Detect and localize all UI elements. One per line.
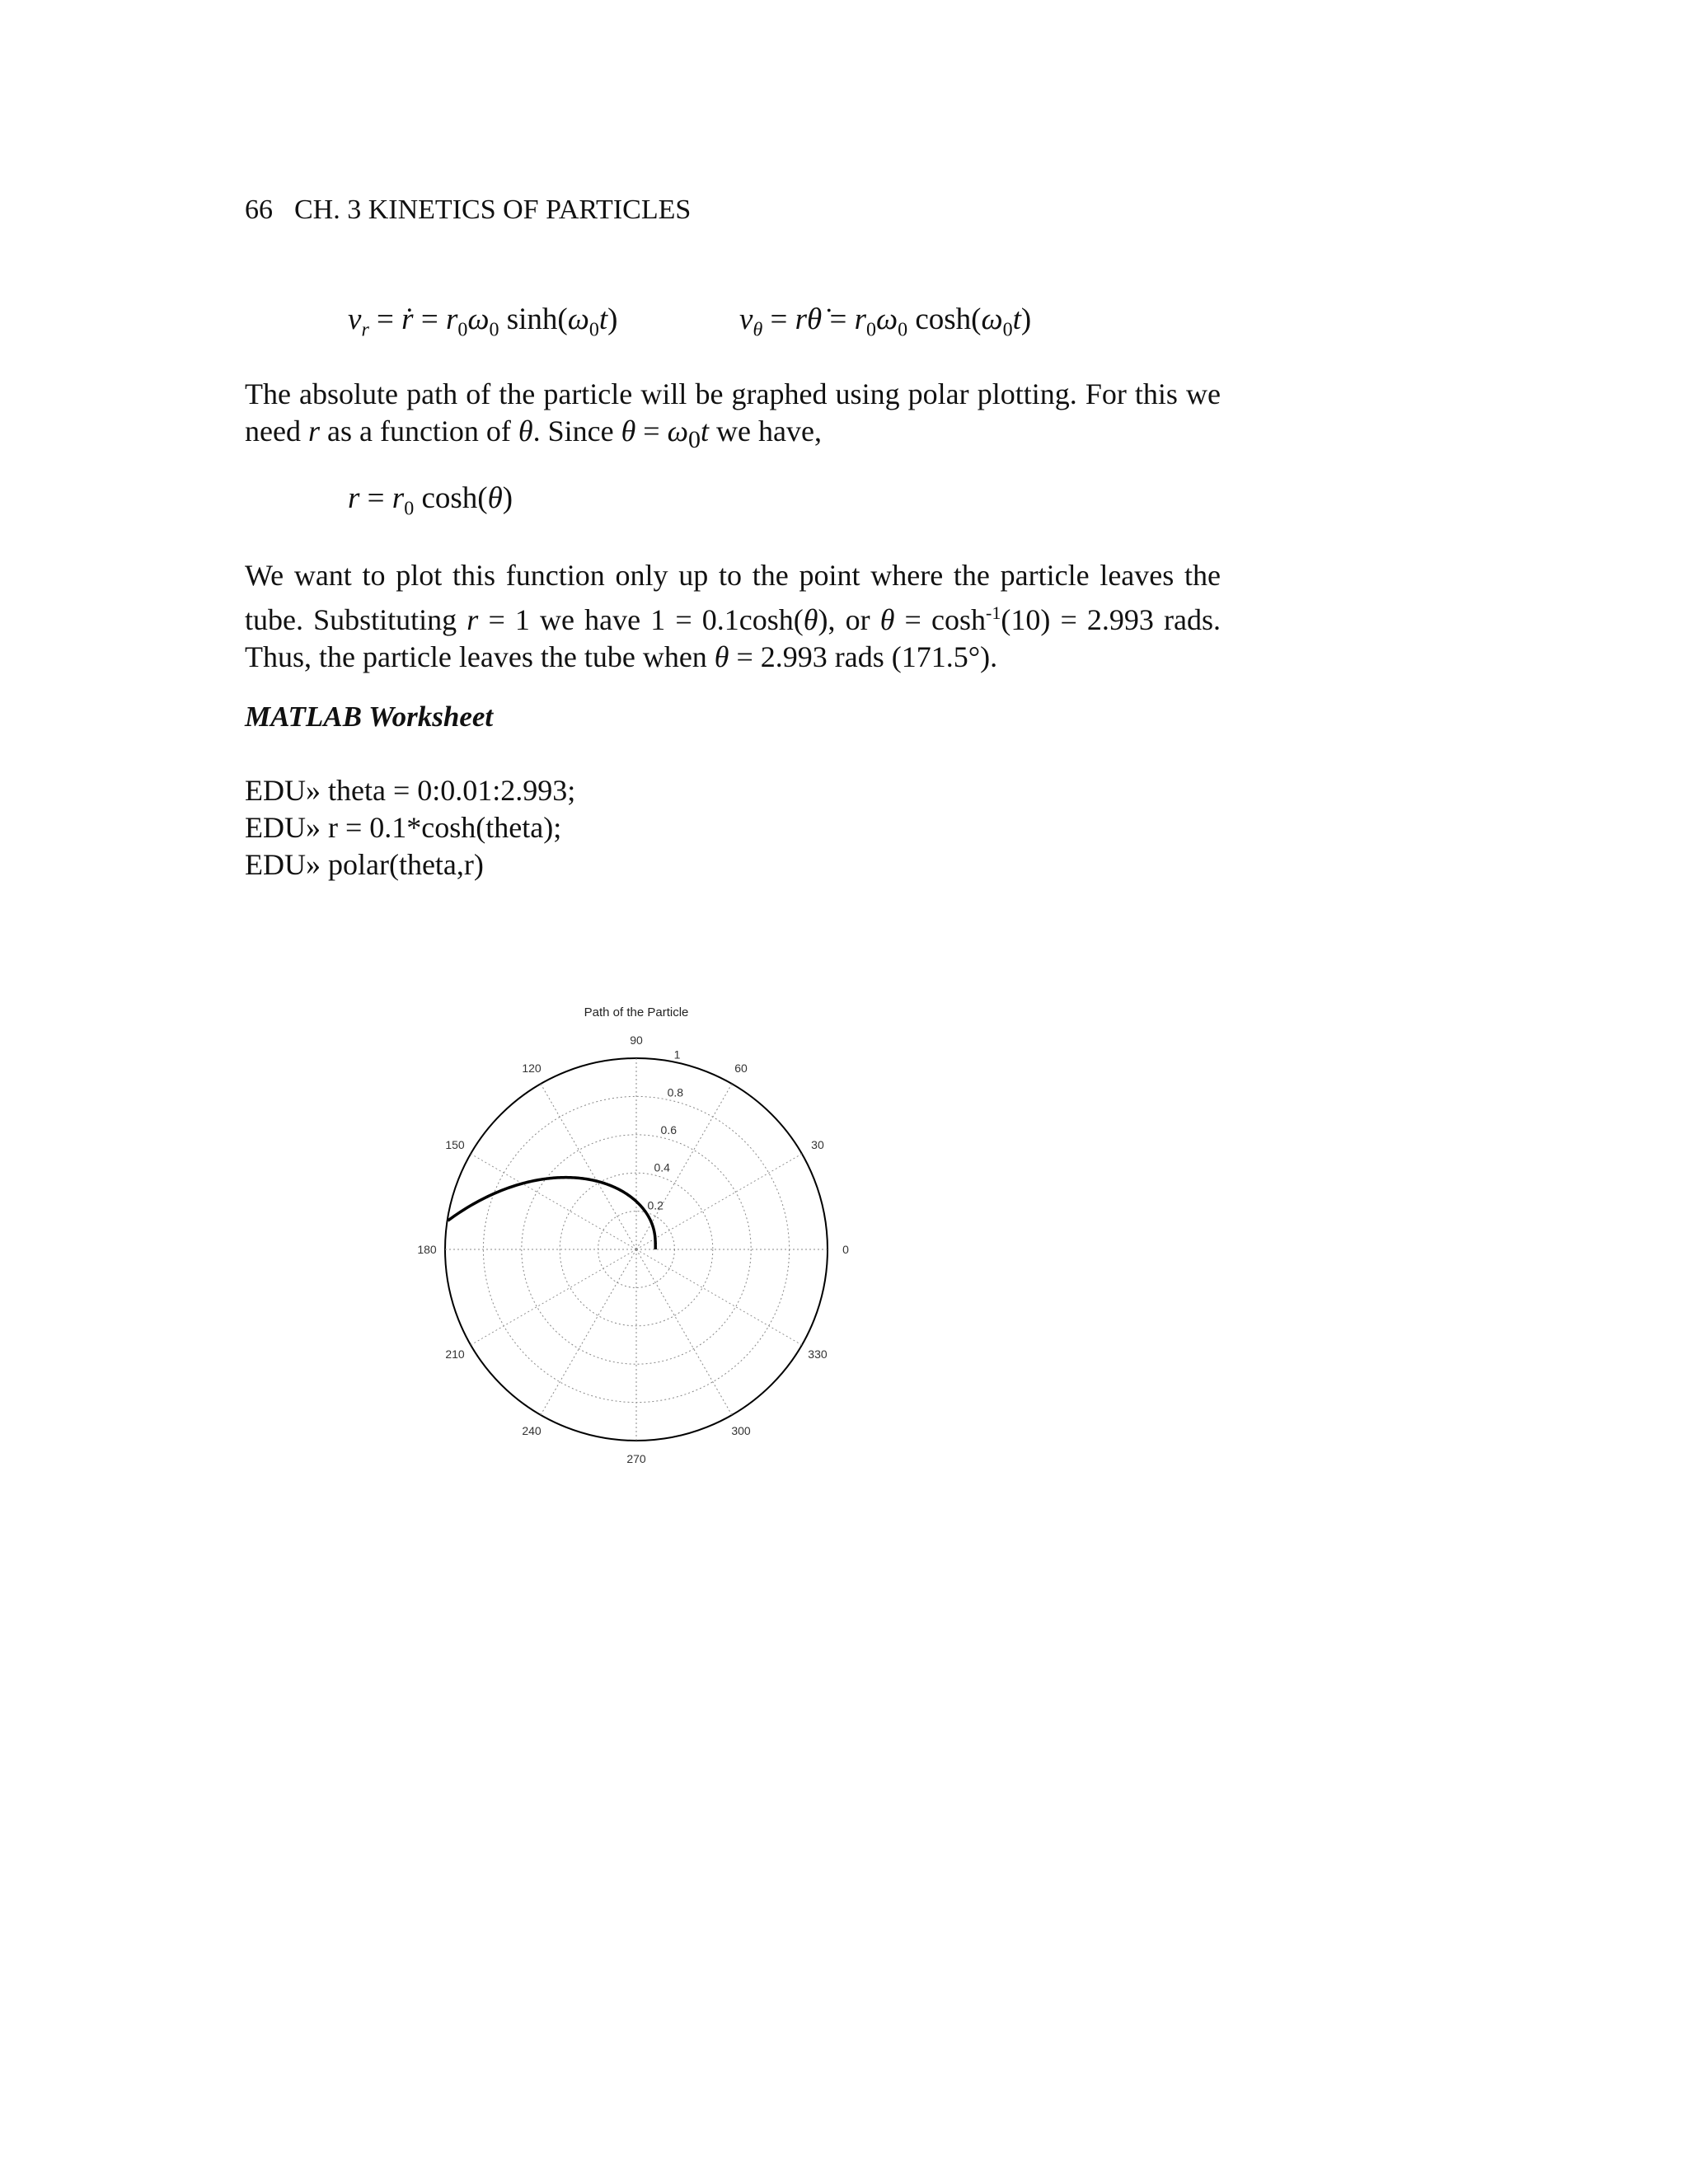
code-line: EDU» polar(theta,r) [245, 848, 484, 881]
particle-path-line [448, 1178, 655, 1249]
equation-v-r: $v_r$ = ṙ = $r_0\omega_0$ $\sinh(\omega_0t)$ [348, 302, 618, 341]
angle-label: 0 [842, 1243, 849, 1256]
equation-v-theta: $v_\theta$ = rθ̇ = $r_0\omega_0$ $\cosh(\omega_0t)$ [739, 302, 1032, 341]
angle-spoke [471, 1249, 636, 1345]
radial-tick-label: 0.4 [654, 1160, 670, 1174]
angle-spoke [636, 1249, 732, 1415]
chapter-title: CH. 3 KINETICS OF PARTICLES [294, 194, 692, 225]
paragraph-tube-exit: We want to plot this function only up to the point where the particle leaves the tube. Substituting r = 1 we have 1 = 0.1cosh(θ), or $\theta = \cosh^{-1}(10) = 2.993$ rads. Thus, the particle leaves the tube when θ = 2.993 rads (171.5°). [245, 559, 1221, 673]
angle-spoke [541, 1249, 636, 1415]
equation-r: $r = r_0$ cosh(θ) [348, 481, 513, 520]
angle-label: 120 [522, 1062, 542, 1076]
angle-label: 180 [417, 1243, 437, 1256]
angle-label: 30 [811, 1138, 824, 1151]
page-number: 66 [245, 194, 273, 225]
angle-label: 90 [630, 1033, 643, 1047]
angle-spoke [541, 1084, 636, 1249]
section-title: MATLAB Worksheet [245, 701, 494, 733]
radial-tick-label: 0.2 [647, 1198, 663, 1212]
angle-label: 330 [808, 1347, 828, 1361]
angle-spoke [471, 1154, 636, 1249]
radial-tick-label: 0.6 [660, 1123, 678, 1137]
angle-spoke [636, 1249, 802, 1345]
radial-tick-label: 0.8 [667, 1085, 684, 1099]
angle-label: 270 [626, 1452, 646, 1465]
code-line: EDU» r = 0.1*cosh(theta); [245, 811, 562, 844]
angle-label: 210 [445, 1347, 465, 1361]
angle-label: 60 [734, 1062, 748, 1076]
angle-label: 150 [445, 1138, 465, 1151]
angle-label: 240 [522, 1423, 542, 1437]
paragraph-polar-intro: The absolute path of the particle will be graphed using polar plotting. For this we need r as a function of θ. Since $\theta = \omega_0t$ we have, [245, 377, 1221, 454]
matlab-code [245, 772, 575, 883]
angle-label: 300 [731, 1423, 751, 1437]
polar-chart [396, 989, 907, 1500]
angle-spoke [636, 1084, 732, 1249]
code-line: EDU» theta = 0:0.01:2.993; [245, 774, 576, 807]
radial-tick-label: 1 [673, 1047, 681, 1062]
chart-title: Path of the Particle [584, 1005, 689, 1019]
page-header [245, 194, 691, 226]
